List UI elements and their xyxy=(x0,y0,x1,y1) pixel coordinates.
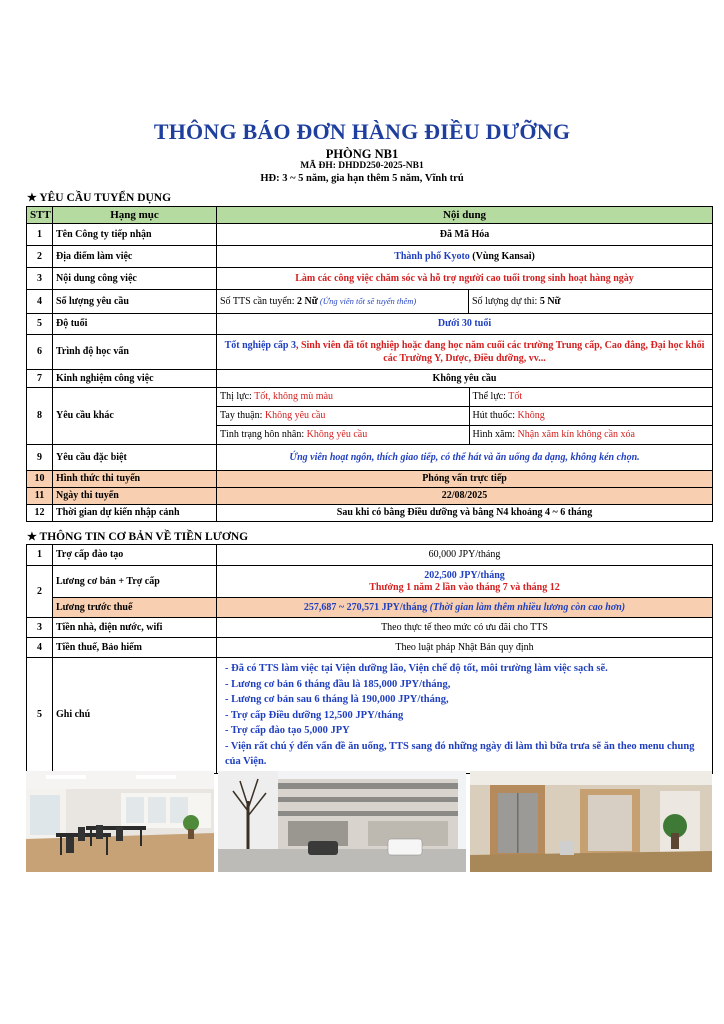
vision-requirement: Thị lực: Tốt, không mù màu xyxy=(217,388,469,407)
col-header-item: Hạng mục xyxy=(53,207,217,224)
job-description: Làm các công việc chăm sóc và hỗ trợ người cao tuổi trong sinh hoạt hàng ngày xyxy=(217,268,713,290)
table-row: 5 Ghi chú - Đã có TTS làm việc tại Viện dưỡng lão, Viện chế độ tốt, môi trường làm việc sạch sẽ. - Lương cơ bản 6 tháng đầu là 185,000 JPY/tháng, - Lương cơ bản sau 6 tháng là 190,000 JPY/tháng, - Trợ cấp Điều dưỡng 12,500 JPY/tháng - Trợ cấp đào tạo 5,000 JPY - Viện rất chú ý đến vấn đề ăn uống, TTS sang đó những ngày đi làm thì bữa trưa sẽ ăn theo menu chung của Viện. xyxy=(27,658,713,774)
experience-requirement: Không yêu cầu xyxy=(217,370,713,388)
star-icon: ★ xyxy=(27,531,37,543)
table-row: 7 Kinh nghiệm công việc Không yêu cầu xyxy=(27,370,713,388)
photo-building-exterior xyxy=(218,771,466,872)
work-location: Thành phố Kyoto (Vùng Kansai) xyxy=(217,246,713,268)
training-allowance: 60,000 JPY/tháng xyxy=(217,545,713,566)
special-requirement: Ứng viên hoạt ngôn, thích giao tiếp, có thể hát và ăn uống đa dạng, không kén chọn. xyxy=(217,445,713,471)
table-row: 2 Địa điểm làm việc Thành phố Kyoto (Vùng Kansai) xyxy=(27,246,713,268)
age-requirement: Dưới 30 tuổi xyxy=(217,314,713,335)
gross-salary: 257,687 ~ 270,571 JPY/tháng (Thời gian làm thêm nhiều lương còn cao hơn) xyxy=(217,598,713,618)
section-salary-title: ★ THÔNG TIN CƠ BẢN VỀ TIỀN LƯƠNG xyxy=(27,531,249,543)
fitness-requirement: Thể lực: Tốt xyxy=(469,388,713,407)
order-code: MÃ ĐH: DHDD250-2025-NB1 xyxy=(300,161,424,171)
col-header-stt: STT xyxy=(27,207,53,224)
smoking-requirement: Hút thuốc: Không xyxy=(469,407,713,426)
note-item: - Viện rất chú ý đến vấn đề ăn uống, TTS sang đó những ngày đi làm thì bữa trưa sẽ ăn theo menu chung của Viện. xyxy=(225,740,695,767)
note-item: - Trợ cấp đào tạo 5,000 JPY xyxy=(225,725,350,736)
table-row: 5 Độ tuổi Dưới 30 tuổi xyxy=(27,314,713,335)
table-row: 9 Yêu cầu đặc biệt Ứng viên hoạt ngôn, thích giao tiếp, có thể hát và ăn uống đa dạng, không kén chọn. xyxy=(27,445,713,471)
company-name: Đã Mã Hóa xyxy=(217,224,713,246)
table-header-row xyxy=(27,207,713,224)
table-row: 3 Nội dung công việc Làm các công việc chăm sóc và hỗ trợ người cao tuổi trong sinh hoạt hàng ngày xyxy=(27,268,713,290)
table-row: 4 Số lượng yêu cầu Số TTS cần tuyển: 2 Nữ (Ứng viên tốt sẽ tuyển thêm) Số lượng dự thi: 5 Nữ xyxy=(27,290,713,314)
table-row: 8 Yêu cầu khác Thị lực: Tốt, không mù màu Thể lực: Tốt Tay thuận: Không yêu cầu Hút thuốc: Không Tình trạng hôn nhân: Không yêu cầu Hình xăm: Nhận xăm kín không cần xóa xyxy=(27,388,713,445)
tax-insurance: Theo luật pháp Nhật Bản quy định xyxy=(217,638,713,658)
notes-list xyxy=(217,658,713,774)
exam-date: 22/08/2025 xyxy=(217,488,713,505)
page-title: THÔNG BÁO ĐƠN HÀNG ĐIỀU DƯỠNG xyxy=(153,119,571,144)
col-header-content: Nội dung xyxy=(217,207,713,224)
marital-requirement: Tình trạng hôn nhân: Không yêu cầu xyxy=(217,426,469,445)
tattoo-requirement: Hình xăm: Nhận xăm kín không cần xóa xyxy=(472,429,635,440)
photo-dining-room xyxy=(26,771,214,872)
table-row: Lương trước thuế 257,687 ~ 270,571 JPY/tháng (Thời gian làm thêm nhiều lương còn cao hơn) xyxy=(27,598,713,618)
education-requirement: Tốt nghiệp cấp 3, Sinh viên đã tốt nghiệp hoặc đang học năm cuối các trường Trung cấp, Cao đẳng, Đại học khối các Trường Y, Dược, Điều dưỡng, vv... xyxy=(217,335,713,370)
table-row: 4 Tiền thuế, Bảo hiểm Theo luật pháp Nhật Bản quy định xyxy=(27,638,713,658)
facility-photos xyxy=(26,771,712,872)
contract-term: HĐ: 3 ~ 5 năm, gia hạn thêm 5 năm, Vĩnh trú xyxy=(260,173,464,184)
exam-quota: Số lượng dự thi: 5 Nữ xyxy=(469,290,713,314)
base-salary: 202,500 JPY/tháng Thưởng 1 năm 2 lần vào tháng 7 và tháng 12 xyxy=(217,566,713,598)
table-row: 12 Thời gian dự kiến nhập cảnh Sau khi có bằng Điều dưỡng và bằng N4 khoảng 4 ~ 6 tháng xyxy=(27,505,713,522)
photo-elevator-hallway xyxy=(470,771,712,872)
recruitment-table xyxy=(26,206,713,522)
salary-table xyxy=(26,544,713,774)
table-row: 1 Tên Công ty tiếp nhận Đã Mã Hóa xyxy=(27,224,713,246)
housing-cost: Theo thực tế theo mức có ưu đãi cho TTS xyxy=(217,618,713,638)
star-icon: ★ xyxy=(27,192,37,204)
note-item: - Đã có TTS làm việc tại Viện dưỡng lão, Viện chế độ tốt, môi trường làm việc sạch sẽ. xyxy=(225,663,608,674)
section-recruitment-title: ★ YÊU CẦU TUYỂN DỤNG xyxy=(27,192,172,204)
table-row: 1 Trợ cấp đào tạo 60,000 JPY/tháng xyxy=(27,545,713,566)
note-item: - Trợ cấp Điều dưỡng 12,500 JPY/tháng xyxy=(225,709,404,721)
table-row: 11 Ngày thi tuyển 22/08/2025 xyxy=(27,488,713,505)
table-row: 10 Hình thức thi tuyển Phỏng vấn trực tiếp xyxy=(27,471,713,488)
note-item: - Lương cơ bản sau 6 tháng là 190,000 JPY/tháng, xyxy=(225,694,449,705)
note-item: - Lương cơ bản 6 tháng đầu là 185,000 JPY/tháng, xyxy=(225,678,451,690)
table-row: 3 Tiền nhà, điện nước, wifi Theo thực tế theo mức có ưu đãi cho TTS xyxy=(27,618,713,638)
exam-format: Phỏng vấn trực tiếp xyxy=(217,471,713,488)
document-header xyxy=(0,118,724,185)
other-requirements xyxy=(217,388,713,445)
entry-timeline: Sau khi có bằng Điều dưỡng và bằng N4 khoảng 4 ~ 6 tháng xyxy=(217,505,713,522)
trainee-quota: Số TTS cần tuyển: 2 Nữ (Ứng viên tốt sẽ tuyển thêm) xyxy=(217,290,469,314)
table-row: 6 Trình độ học vấn Tốt nghiệp cấp 3, Sinh viên đã tốt nghiệp hoặc đang học năm cuối các trường Trung cấp, Cao đẳng, Đại học khối các Trường Y, Dược, Điều dưỡng, vv... xyxy=(27,335,713,370)
department-label: PHÒNG NB1 xyxy=(325,147,399,161)
table-row: 2 Lương cơ bản + Trợ cấp 202,500 JPY/tháng Thưởng 1 năm 2 lần vào tháng 7 và tháng 12 xyxy=(27,566,713,598)
handedness-requirement: Tay thuận: Không yêu cầu xyxy=(217,407,469,426)
